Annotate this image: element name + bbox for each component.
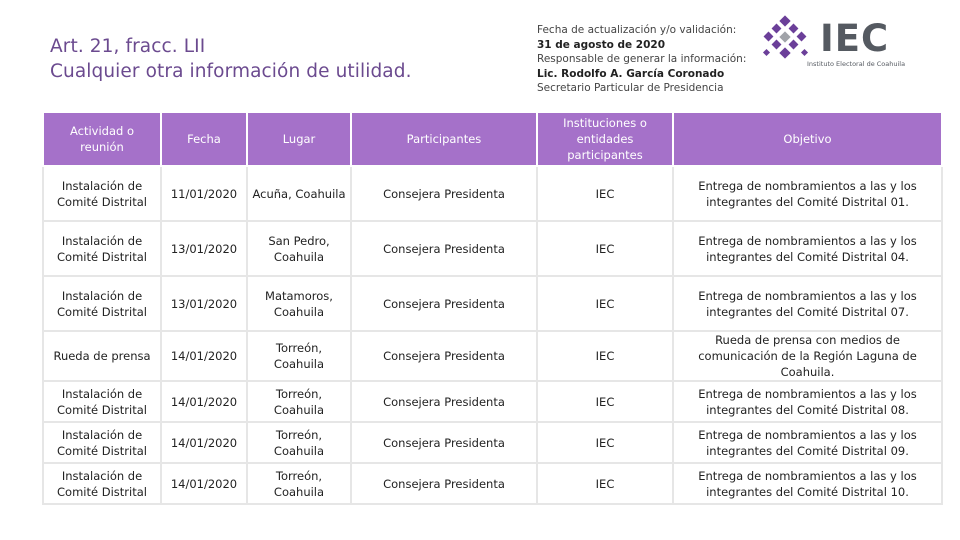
cell-activity: Instalación de Comité Distrital — [43, 166, 161, 221]
cell-institutions: IEC — [537, 166, 673, 221]
cell-place: Torreón, Coahuila — [247, 463, 351, 504]
table-header-row — [43, 112, 942, 166]
cell-date: 11/01/2020 — [161, 166, 247, 221]
cell-participants: Consejera Presidenta — [351, 422, 537, 463]
table-row — [43, 276, 942, 331]
cell-activity: Instalación de Comité Distrital — [43, 381, 161, 422]
activities-table — [42, 111, 943, 505]
col-header-date: Fecha — [161, 112, 247, 166]
cell-objective: Entrega de nombramientos a las y los integrantes del Comité Distrital 08. — [673, 381, 942, 422]
title-line-1: Art. 21, fracc. LII — [50, 36, 206, 57]
table-row — [43, 381, 942, 422]
col-header-institutions: Instituciones o entidades participantes — [537, 112, 673, 166]
update-info — [537, 23, 746, 96]
update-label: Fecha de actualización y/o validación: — [537, 24, 737, 36]
update-date: 31 de agosto de 2020 — [537, 38, 666, 51]
cell-activity: Instalación de Comité Distrital — [43, 276, 161, 331]
cell-activity: Instalación de Comité Distrital — [43, 463, 161, 504]
cell-participants: Consejera Presidenta — [351, 381, 537, 422]
cell-objective: Entrega de nombramientos a las y los integrantes del Comité Distrital 09. — [673, 422, 942, 463]
col-header-objective: Objetivo — [673, 112, 942, 166]
table-row — [43, 463, 942, 504]
cell-institutions: IEC — [537, 221, 673, 276]
responsible-role: Secretario Particular de Presidencia — [537, 82, 724, 94]
cell-objective: Entrega de nombramientos a las y los integrantes del Comité Distrital 04. — [673, 221, 942, 276]
cell-institutions: IEC — [537, 331, 673, 381]
cell-participants: Consejera Presidenta — [351, 331, 537, 381]
table-row — [43, 422, 942, 463]
cell-place: Torreón, Coahuila — [247, 331, 351, 381]
cell-participants: Consejera Presidenta — [351, 276, 537, 331]
cell-objective: Entrega de nombramientos a las y los integrantes del Comité Distrital 01. — [673, 166, 942, 221]
cell-objective: Rueda de prensa con medios de comunicación de la Región Laguna de Coahuila. — [673, 331, 942, 381]
cell-date: 13/01/2020 — [161, 221, 247, 276]
cell-institutions: IEC — [537, 276, 673, 331]
logo-subtitle: Instituto Electoral de Coahuila — [807, 60, 906, 68]
title-line-2: Cualquier otra información de utilidad. — [50, 61, 412, 82]
cell-place: Matamoros, Coahuila — [247, 276, 351, 331]
cell-date: 14/01/2020 — [161, 381, 247, 422]
col-header-participants: Participantes — [351, 112, 537, 166]
cell-activity: Instalación de Comité Distrital — [43, 221, 161, 276]
cell-place: Torreón, Coahuila — [247, 422, 351, 463]
page-title — [50, 34, 412, 84]
col-header-place: Lugar — [247, 112, 351, 166]
cell-date: 14/01/2020 — [161, 331, 247, 381]
cell-place: Acuña, Coahuila — [247, 166, 351, 221]
cell-institutions: IEC — [537, 463, 673, 504]
table-row — [43, 166, 942, 221]
cell-objective: Entrega de nombramientos a las y los integrantes del Comité Distrital 10. — [673, 463, 942, 504]
cell-institutions: IEC — [537, 381, 673, 422]
responsible-label: Responsable de generar la información: — [537, 53, 747, 65]
cell-date: 13/01/2020 — [161, 276, 247, 331]
responsible-name: Lic. Rodolfo A. García Coronado — [537, 67, 725, 80]
cell-participants: Consejera Presidenta — [351, 463, 537, 504]
col-header-activity: Actividad o reunión — [43, 112, 161, 166]
cell-activity: Instalación de Comité Distrital — [43, 422, 161, 463]
cell-date: 14/01/2020 — [161, 463, 247, 504]
table-row — [43, 221, 942, 276]
cell-participants: Consejera Presidenta — [351, 221, 537, 276]
cell-activity: Rueda de prensa — [43, 331, 161, 381]
iec-logo — [760, 14, 920, 74]
cell-place: Torreón, Coahuila — [247, 381, 351, 422]
table-row — [43, 331, 942, 381]
iec-diamond-logo-icon — [760, 14, 812, 66]
cell-place: San Pedro, Coahuila — [247, 221, 351, 276]
cell-objective: Entrega de nombramientos a las y los integrantes del Comité Distrital 07. — [673, 276, 942, 331]
cell-institutions: IEC — [537, 422, 673, 463]
cell-date: 14/01/2020 — [161, 422, 247, 463]
cell-participants: Consejera Presidenta — [351, 166, 537, 221]
logo-text: IEC — [820, 17, 890, 60]
